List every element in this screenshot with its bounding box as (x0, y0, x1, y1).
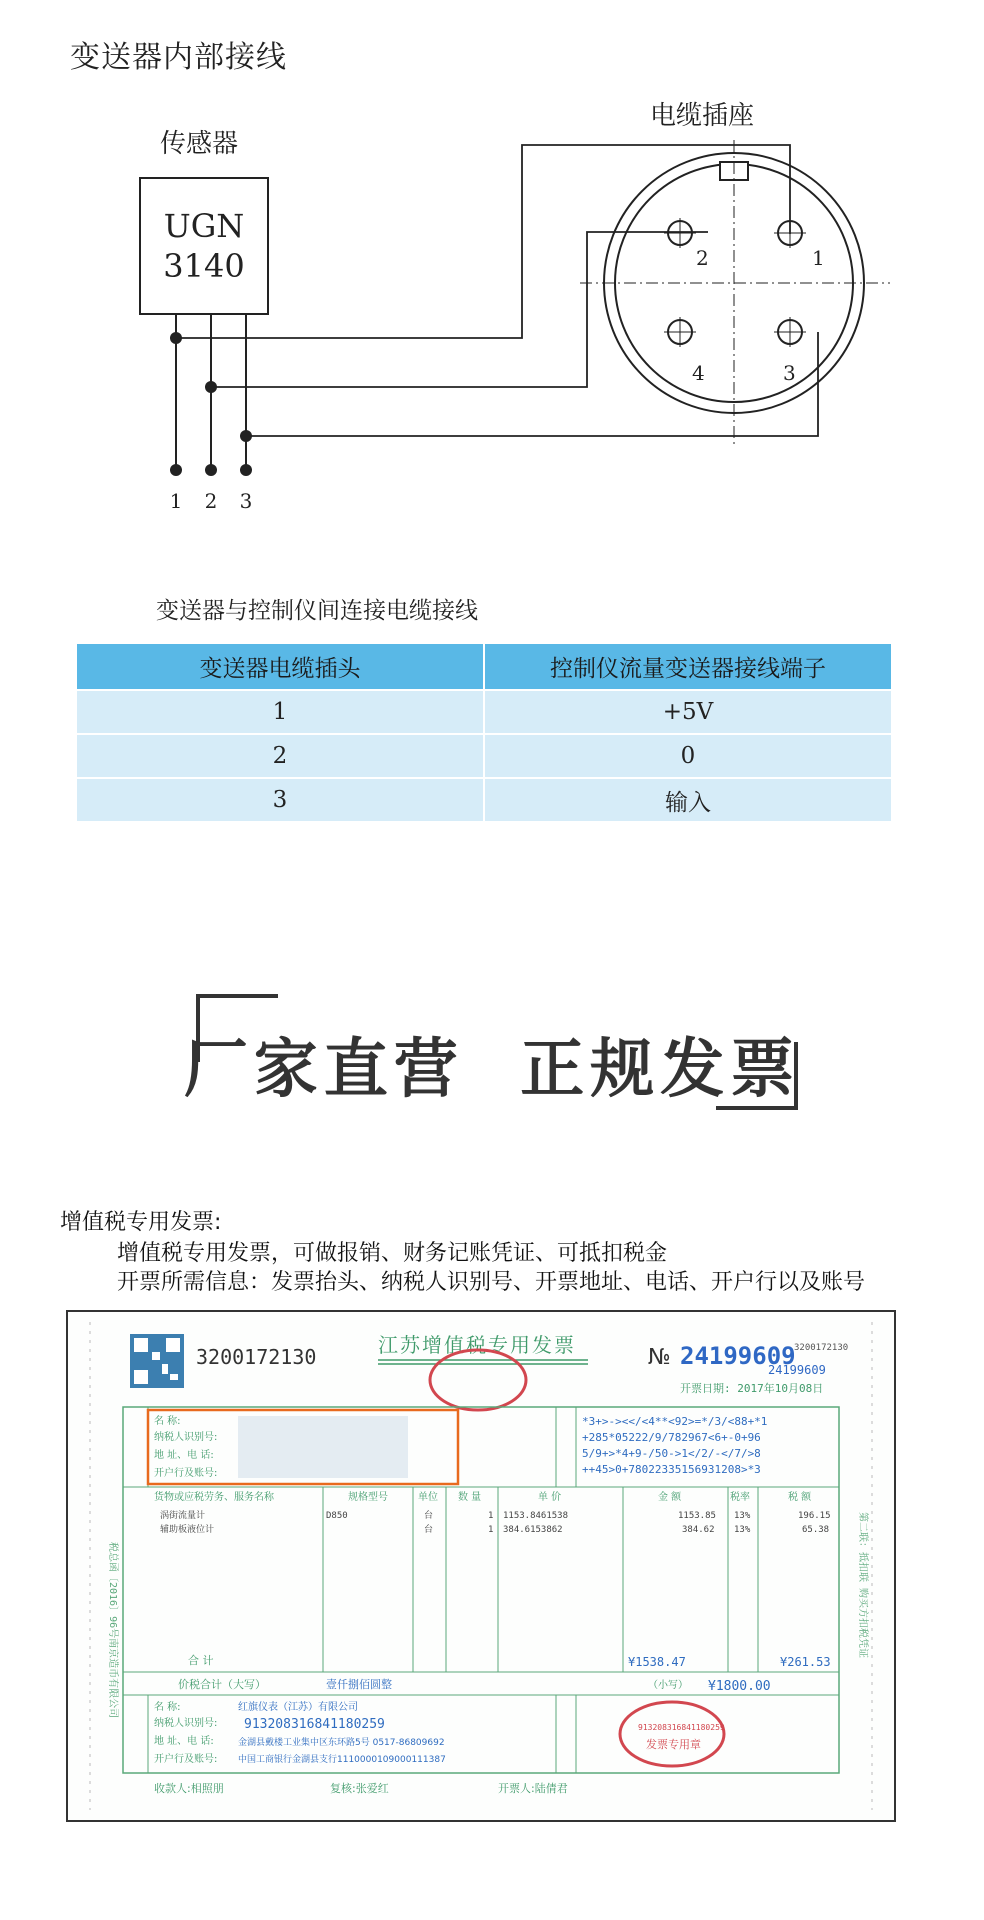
socket-pin-label-4: 4 (692, 361, 705, 385)
buyer-label-bank: 开户行及账号: (154, 1468, 218, 1479)
terminal-dot (205, 464, 217, 476)
buyer-info-blurred (238, 1416, 408, 1478)
sensor-chip-box (140, 178, 268, 314)
item-col-header: 数 量 (458, 1492, 482, 1503)
item-col-header: 单 价 (538, 1492, 562, 1503)
item-tax: 196.15 (798, 1511, 831, 1521)
pin-label-2: 2 (204, 489, 218, 513)
item-col-header: 货物或应税劳务、服务名称 (154, 1492, 274, 1503)
socket-pin-label-1: 1 (812, 246, 825, 270)
item-col-header: 税 额 (788, 1492, 812, 1503)
seller-label-bank: 开户行及账号: (154, 1754, 218, 1765)
table-cell: 输入 (484, 778, 891, 821)
item-price: 384.6153862 (503, 1525, 563, 1535)
wire-2 (211, 232, 708, 387)
item-tax: 65.38 (802, 1525, 830, 1535)
qr-code (130, 1334, 184, 1388)
seller-label-taxid: 纳税人识别号: (154, 1718, 218, 1729)
cipher-line: *3+>-><</<4**<92>=*/3/<88+*1 (582, 1415, 768, 1428)
pin-label-3: 3 (239, 489, 253, 513)
invoice-small-code: 3200172130 (794, 1343, 849, 1353)
item-spec: D850 (326, 1511, 348, 1521)
item-unit: 台 (424, 1525, 434, 1535)
wiring-diagram (0, 100, 984, 540)
invoice-small-number: 24199609 (768, 1363, 826, 1377)
sum-small: ¥1800.00 (708, 1679, 771, 1694)
seller-address: 金湖县戴楼工业集中区东环路5号 0517-86809692 (238, 1738, 445, 1748)
seller-label-name: 名 称: (154, 1702, 181, 1713)
item-unit: 台 (424, 1511, 434, 1521)
item-name: 涡街流量计 (160, 1511, 206, 1521)
invoice-title: 江苏增值税专用发票 (378, 1333, 576, 1357)
invoice-code: 3200172130 (196, 1345, 317, 1369)
socket-pin-label-3: 3 (783, 361, 796, 385)
invoice-info-line2: 开票所需信息：发票抬头、纳税人识别号、开票地址、电话、开户行以及账号 (117, 1270, 866, 1295)
issuer: 开票人:陆倩君 (498, 1782, 568, 1795)
pin-label-1: 1 (169, 489, 183, 513)
total-amount: ¥1538.47 (628, 1655, 686, 1669)
tax-bureau-seal (430, 1350, 526, 1410)
invoice-date: 开票日期: 2017年10月08日 (680, 1382, 824, 1395)
total-label: 合 计 (188, 1654, 214, 1667)
invoice-grid (123, 1407, 839, 1773)
terminal-dot (240, 464, 252, 476)
invoice-seal (620, 1702, 724, 1766)
item-price: 1153.8461538 (503, 1511, 569, 1521)
total-tax: ¥261.53 (780, 1655, 831, 1669)
socket-pin-label-2: 2 (696, 246, 709, 270)
table-row (77, 734, 891, 778)
table-header-row (77, 644, 891, 690)
seller-taxid: 913208316841180259 (244, 1717, 385, 1732)
seller-label-address: 地 址、电 话: (154, 1736, 214, 1747)
table-cell: 0 (484, 734, 891, 778)
buyer-label-name: 名 称: (154, 1416, 181, 1427)
table-cell: 1 (77, 690, 484, 734)
item-col-header: 税率 (730, 1492, 750, 1503)
table-title: 变送器与控制仪间连接电缆接线 (156, 598, 478, 624)
item-rate: 13% (734, 1511, 751, 1521)
side-text-right: 第二联：抵扣联 购买方扣税凭证 (857, 1512, 868, 1659)
sum-label: 价税合计（大写） (178, 1678, 266, 1691)
item-col-header: 规格型号 (348, 1492, 388, 1503)
item-amount: 1153.85 (678, 1511, 716, 1521)
item-qty: 1 (488, 1511, 494, 1521)
seal-text: 发票专用章 (646, 1738, 701, 1751)
section-title: 变送器内部接线 (70, 40, 287, 75)
seller-name: 红旗仪表（江苏）有限公司 (238, 1702, 358, 1713)
cipher-line: ++45>0+78022335156931208>*3 (582, 1463, 761, 1476)
chip-label-line2: 3140 (163, 247, 245, 285)
table-row (77, 690, 891, 734)
item-rate: 13% (734, 1525, 751, 1535)
wiring-table (77, 644, 891, 821)
seller-bank: 中国工商银行金湖县支行1110000109000111387 (238, 1755, 446, 1765)
invoice-info-line1: 增值税专用发票，可做报销、财务记账凭证、可抵扣税金 (117, 1241, 668, 1266)
sum-small-label: （小写） (648, 1680, 688, 1691)
chip-label-line1: UGN (163, 207, 245, 245)
cipher-line: +285*05222/9/782967<6+-0+96 (582, 1431, 761, 1444)
side-text-left: 税总函〔2016〕96号南京造币有限公司 (107, 1542, 118, 1719)
socket-label: 电缆插座 (650, 101, 755, 131)
sensor-label: 传感器 (160, 129, 239, 159)
invoice-number: 24199609 (680, 1342, 796, 1370)
vat-invoice-image (66, 1310, 896, 1822)
invoice-no-label: № (648, 1345, 671, 1370)
item-col-header: 金 额 (658, 1492, 682, 1503)
table-cell: +5V (484, 690, 891, 734)
payee: 收款人:相照朋 (154, 1782, 224, 1795)
buyer-label-taxid: 纳税人识别号: (154, 1432, 218, 1443)
table-cell: 2 (77, 734, 484, 778)
item-qty: 1 (488, 1525, 494, 1535)
column-header: 变送器电缆插头 (77, 644, 484, 690)
sum-upper: 壹仟捌佰圆整 (326, 1678, 392, 1691)
column-header: 控制仪流量变送器接线端子 (484, 644, 891, 690)
table-cell: 3 (77, 778, 484, 821)
table-row (77, 778, 891, 821)
cipher-line: 5/9+>*4+9-/50->1</2/-</7/>8 (582, 1447, 761, 1460)
terminal-dot (170, 464, 182, 476)
item-name: 辅助板液位计 (160, 1525, 215, 1535)
invoice-drawing (68, 1312, 894, 1820)
invoice-info-heading: 增值税专用发票: (60, 1210, 222, 1235)
banner-text: 厂家直营 正规发票 (183, 1033, 801, 1107)
reviewer: 复核:张爱红 (330, 1782, 389, 1795)
item-col-header: 单位 (418, 1492, 438, 1503)
item-amount: 384.62 (682, 1525, 715, 1535)
buyer-label-address: 地 址、电 话: (154, 1450, 214, 1461)
seal-number: 913208316841180259 (638, 1723, 725, 1732)
wire-3 (246, 332, 818, 436)
